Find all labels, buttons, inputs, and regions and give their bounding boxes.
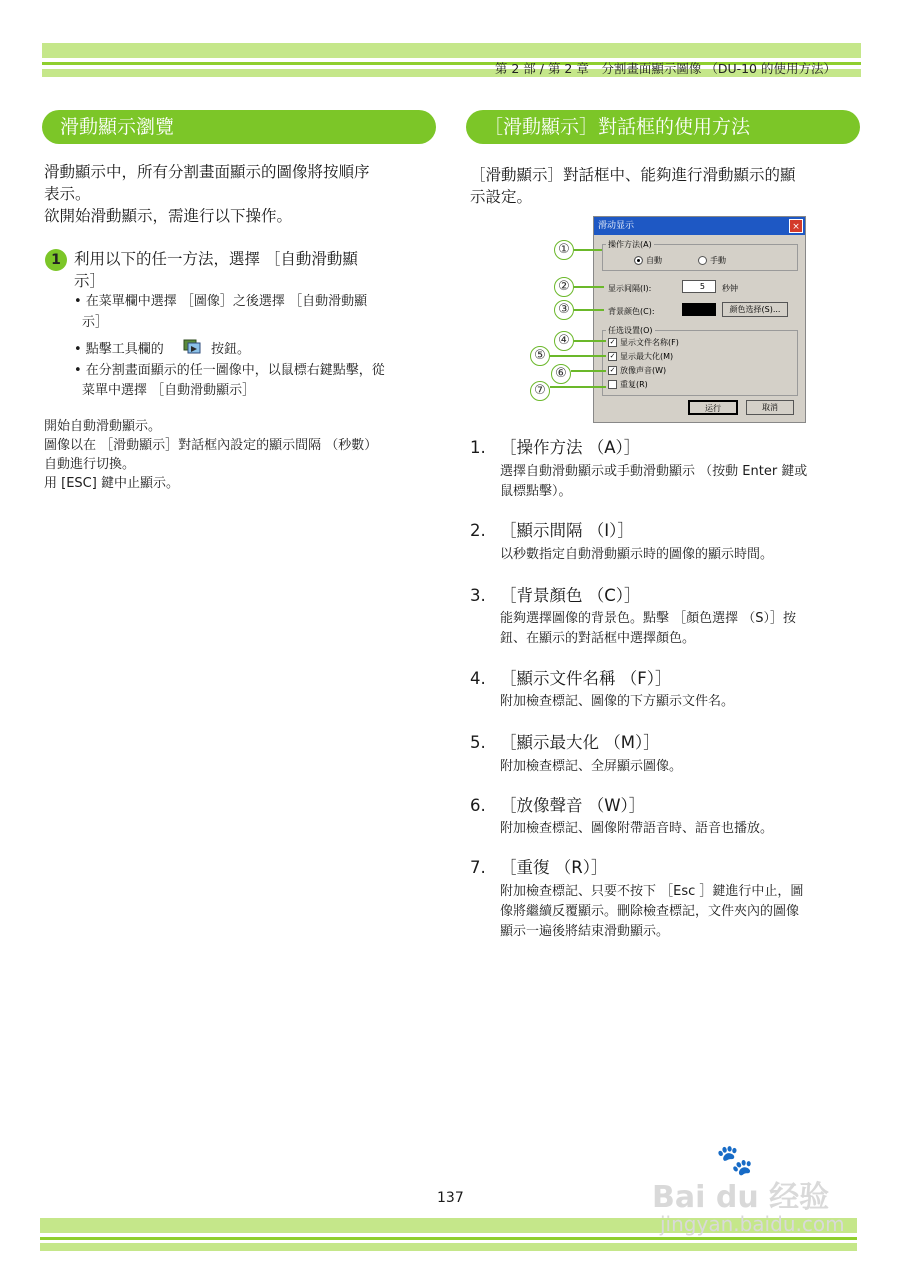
item-3-desc-1: 能夠選擇圖像的背景色。點擊 ［顏色選擇 （S）］按 [500,611,797,626]
footer-band-line [40,1237,857,1240]
bullet-menu-2: 示］ [82,315,109,330]
callout-line-1 [574,249,602,251]
option-sound[interactable] [608,365,666,376]
bg-color-swatch [682,303,716,316]
option-repeat-checkbox [608,380,617,389]
option-maximize[interactable] [608,351,673,362]
right-intro-2: 示設定。 [470,188,533,206]
color-select-button[interactable]: 颜色选择(S)... [722,302,788,317]
interval-value: 5 [699,282,705,291]
slideshow-dialog [593,216,806,423]
options-group-label: 任选设置(O) [608,326,653,335]
bullet-toolbar-1: • 點擊工具欄的 [74,342,164,357]
item-4-desc-1: 附加檢查標記、圖像的下方顯示文件名。 [500,694,735,709]
item-1-title: ［操作方法 （A）］ [500,438,641,457]
radio-manual-dot [698,256,707,265]
item-3-title: ［背景顏色 （C）］ [500,586,641,605]
item-1-desc-2: 鼠標點擊）。 [500,484,572,499]
radio-auto[interactable] [634,255,662,266]
right-intro-1: ［滑動顯示］對話框中、能夠進行滑動顯示的顯 [470,166,796,184]
item-6-title: ［放像聲音 （W）］ [500,796,646,815]
interval-unit: 秒钟 [722,284,738,293]
option-maximize-checkbox: ✓ [609,352,616,360]
item-4-title: ［顯示文件名稱 （F）］ [500,669,672,688]
radio-auto-label: 自動 [646,256,662,265]
footer-band-bottom [40,1243,857,1251]
option-sound-checkbox: ✓ [609,366,616,374]
radio-manual-label: 手動 [710,256,726,265]
option-maximize-label: 显示最大化(M) [620,352,674,361]
radio-auto-dot [634,256,643,265]
callout-4: ④ [554,331,574,351]
item-7-title: ［重復 （R）］ [500,858,608,877]
callout-6: ⑥ [551,364,571,384]
left-section-title: 滑動顯示瀏覽 [42,110,436,144]
item-1-desc-1: 選擇自動滑動顯示或手動滑動顯示 （按動 Enter 鍵或 [500,464,808,479]
watermark-paw-icon: 🐾 [716,1143,754,1178]
bullet-right-click-2: 菜單中選擇 ［自動滑動顯示］ [82,383,256,398]
option-repeat-label: 重复(R) [620,380,648,389]
watermark-url: jingyan.baidu.com [660,1212,845,1236]
item-4-num: 4. [470,669,486,688]
slideshow-toolbar-icon [183,338,201,354]
header-band-top [42,43,861,58]
mode-group-label: 操作方法(A) [608,240,652,249]
result-1: 開始自動滑動顯示。 [44,419,162,434]
option-sound-label: 放像声音(W) [620,366,667,375]
interval-label: 显示间隔(I): [608,284,652,293]
callout-5: ⑤ [530,346,550,366]
dialog-title: 滑动显示 [594,217,805,235]
left-intro-1: 滑動顯示中，所有分割畫面顯示的圖像將按順序 [44,163,370,181]
step-number-badge: 1 [45,249,67,271]
callout-line-6 [571,370,606,372]
bullet-right-click-1: • 在分割畫面顯示的任一圖像中，以鼠標右鍵點擊，從 [74,363,385,378]
bg-color-label: 背景颜色(C): [608,307,655,316]
cancel-button[interactable]: 取消 [746,400,794,415]
result-3: 自動進行切換。 [44,457,136,472]
watermark-brand: Bai du 经验 [652,1180,830,1215]
item-7-desc-2: 像將繼續反覆顯示。刪除檢查標記，文件夾內的圖像 [500,904,800,919]
left-intro-3: 欲開始滑動顯示，需進行以下操作。 [44,207,293,225]
step-text-2: 示］ [74,272,106,290]
callout-line-2 [574,286,604,288]
page-number: 137 [437,1190,464,1206]
item-5-title: ［顯示最大化 （M）］ [500,733,660,752]
callout-1: ① [554,240,574,260]
item-5-num: 5. [470,733,486,752]
left-intro-2: 表示。 [44,185,91,203]
right-section-title: ［滑動顯示］對話框的使用方法 [466,110,860,144]
callout-line-5 [550,355,606,357]
result-4: 用 [ESC] 鍵中止顯示。 [44,476,179,491]
option-filename-checkbox: ✓ [609,338,616,346]
item-2-num: 2. [470,521,486,540]
item-3-desc-2: 鈕、在顯示的對話框中選擇顏色。 [500,631,696,646]
bullet-menu-1: • 在菜單欄中選擇 ［圖像］之後選擇 ［自動滑動顯 [74,294,368,309]
item-6-num: 6. [470,796,486,815]
bullet-toolbar-2: 按鈕。 [211,342,251,357]
item-5-desc-1: 附加檢查標記、全屏顯示圖像。 [500,759,683,774]
step-text-1: 利用以下的任一方法，選擇 ［自動滑動顯 [74,250,358,268]
item-7-desc-1: 附加檢查標記、只要不按下 ［Esc ］鍵進行中止，圖 [500,884,804,899]
result-2: 圖像以在 ［滑動顯示］對話框內設定的顯示間隔 （秒數） [44,438,378,453]
callout-line-4 [574,340,606,342]
option-filename-label: 显示文件名称(F) [620,338,679,347]
item-6-desc-1: 附加檢查標記、圖像附帶語音時、語音也播放。 [500,821,774,836]
close-icon[interactable]: × [789,219,803,233]
item-2-title: ［顯示間隔 （I）］ [500,521,634,540]
interval-spinner[interactable] [682,280,716,293]
callout-line-3 [574,309,604,311]
ok-button[interactable]: 运行 [688,400,738,415]
item-7-num: 7. [470,858,486,877]
option-filename[interactable] [608,337,679,348]
item-1-num: 1. [470,438,486,457]
item-3-num: 3. [470,586,486,605]
running-header: 第 2 部 / 第 2 章 分割畫面顯示圖像 （DU-10 的使用方法） [494,61,836,76]
item-7-desc-3: 顯示一遍後將結束滑動顯示。 [500,924,670,939]
callout-3: ③ [554,300,574,320]
callout-7: ⑦ [530,381,550,401]
item-2-desc-1: 以秒數指定自動滑動顯示時的圖像的顯示時間。 [500,547,774,562]
callout-line-7 [550,386,606,388]
option-repeat[interactable] [608,379,648,390]
callout-2: ② [554,277,574,297]
radio-manual[interactable] [698,255,726,266]
